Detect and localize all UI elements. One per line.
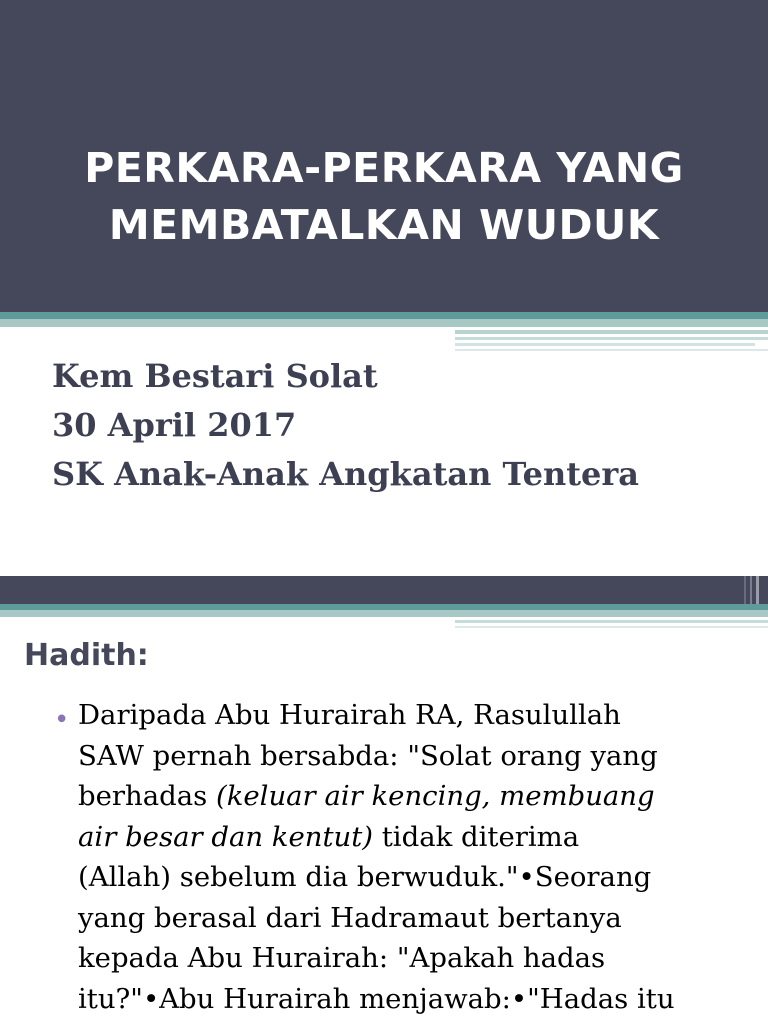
slide-subtitle: [52, 352, 639, 499]
hadith-slide-header: [0, 576, 768, 604]
hadith-segment: Daripada Abu Hurairah RA, Rasulullah: [78, 699, 621, 731]
school-name: SK Anak-Anak Angkatan Tentera: [52, 455, 639, 493]
hadith-segment: berhadas: [78, 780, 216, 812]
event-date: 30 April 2017: [52, 406, 297, 444]
hadith-line: [78, 736, 738, 777]
hadith-segment: kepada Abu Hurairah: "Apakah hadas: [78, 942, 606, 974]
slide-title: [0, 140, 768, 254]
hadith-italic-segment: air besar dan kentut): [78, 820, 373, 853]
hadith-segment: yang berasal dari Hadramaut bertanya: [78, 901, 622, 934]
hadith-text: [78, 695, 738, 1019]
bullet-dot: •: [54, 705, 70, 735]
hadith-italic-segment: (keluar air kencing, membuang: [215, 780, 655, 812]
event-name: Kem Bestari Solat: [52, 357, 378, 395]
hadith-segment: SAW pernah bersabda: "Solat orang yang: [78, 739, 658, 772]
hadith-line: [78, 817, 738, 858]
hadith-line: [78, 776, 738, 817]
hadith-segment: (Allah) sebelum dia berwuduk."•Seorang: [78, 861, 652, 893]
hadith-line: [78, 898, 738, 939]
title-line-1: PERKARA-PERKARA YANG: [84, 144, 684, 192]
hadith-segment: itu?"•Abu Hurairah menjawab:•"Hadas itu: [78, 982, 675, 1015]
hadith-segment: tidak diterima: [373, 820, 580, 853]
title-line-2: MEMBATALKAN WUDUK: [108, 201, 660, 249]
hadith-line: [78, 857, 738, 898]
hadith-line: [78, 979, 738, 1020]
hadith-line: [78, 938, 738, 979]
hadith-line: [78, 695, 738, 736]
hadith-heading: Hadith:: [24, 638, 149, 673]
